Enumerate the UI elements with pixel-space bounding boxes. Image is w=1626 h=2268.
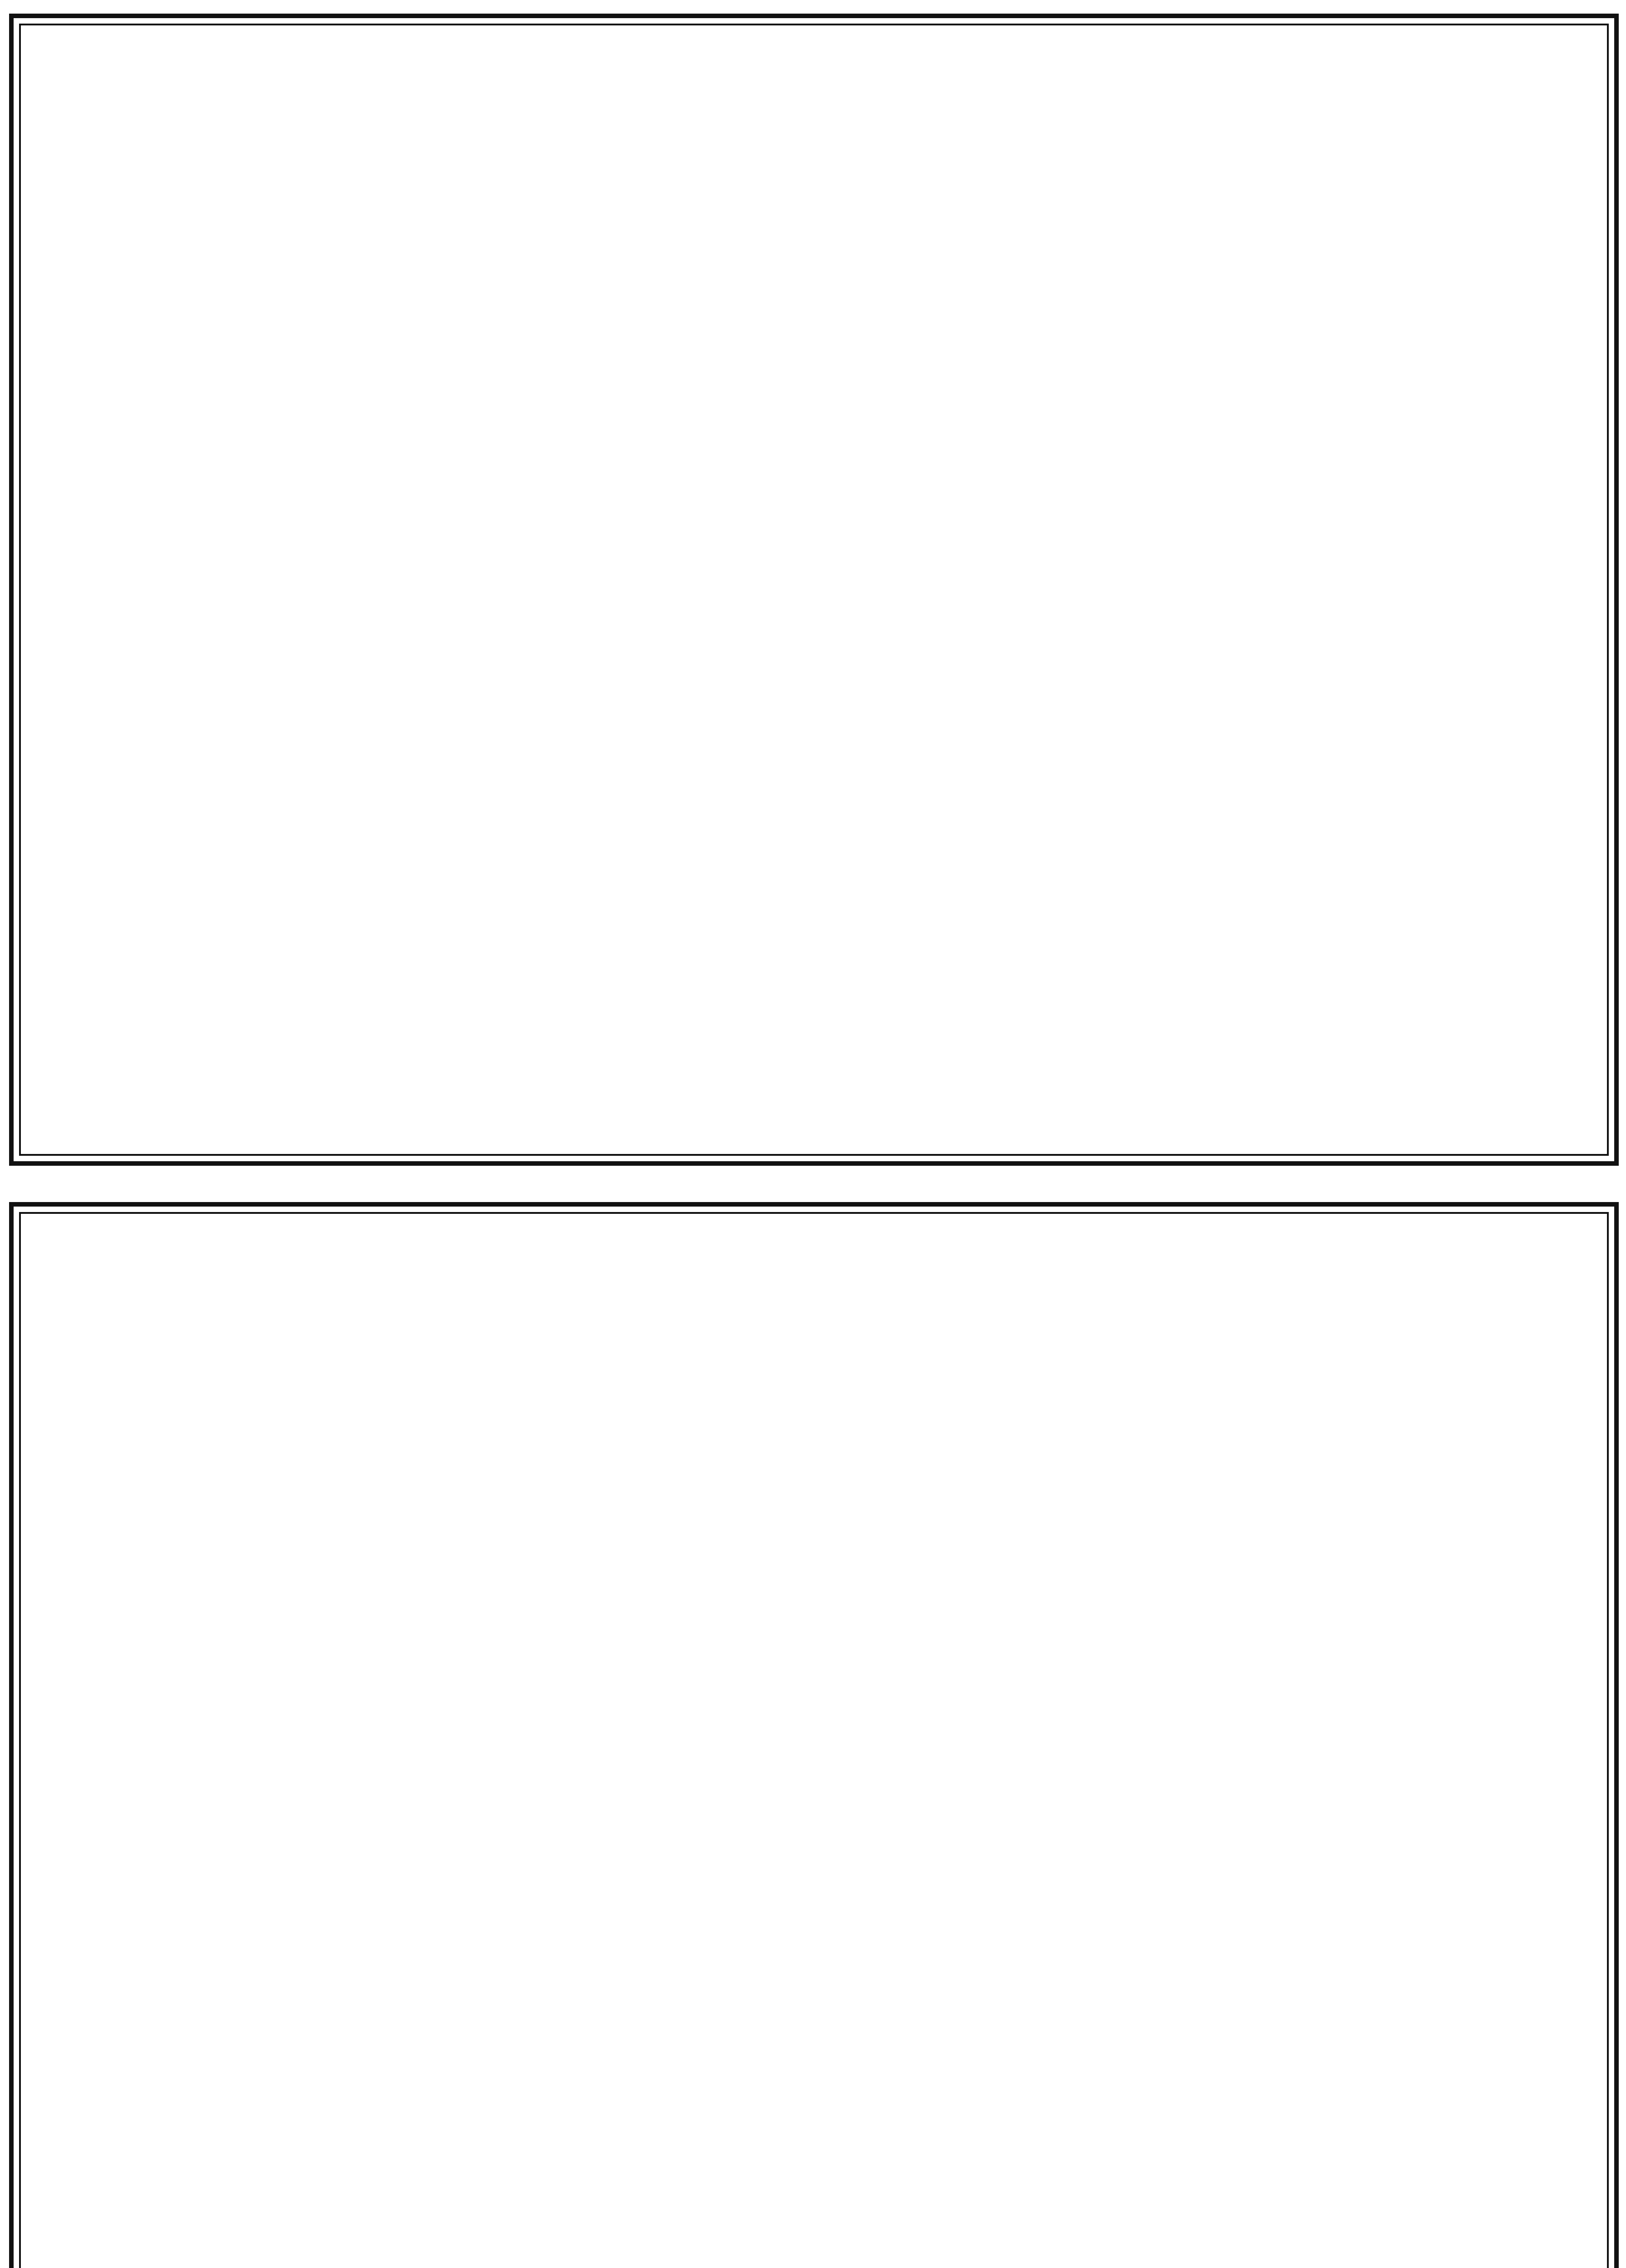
top-page-columns — [21, 25, 1607, 1154]
top-page-frame — [19, 24, 1609, 1156]
bottom-page-columns — [21, 1214, 1607, 2268]
bottom-page-frame — [19, 1212, 1609, 2268]
top-page — [9, 14, 1619, 1166]
bottom-page — [9, 1202, 1619, 2268]
